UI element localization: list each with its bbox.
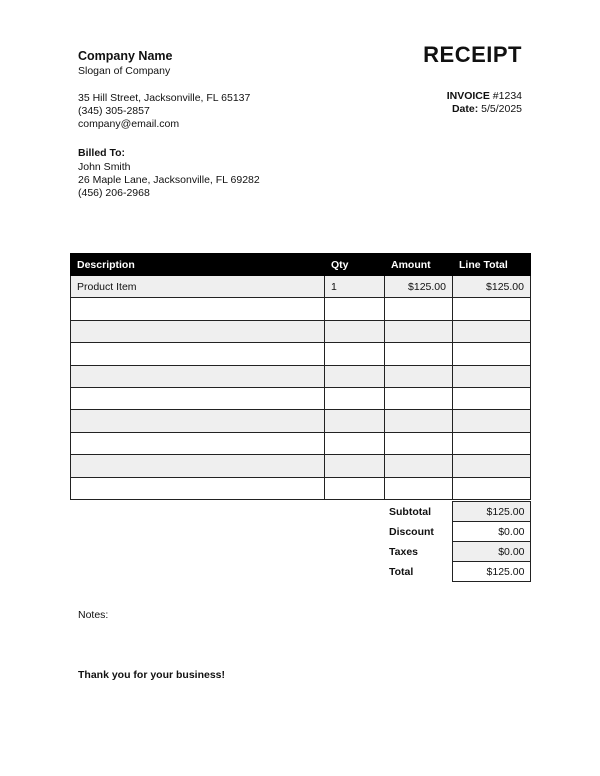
cell-amount [385,298,453,320]
cell-description [71,343,325,365]
table-row [71,276,531,298]
cell-line-total [453,455,531,477]
cell-amount [385,432,453,454]
cell-line-total [453,320,531,342]
cell-description [71,477,325,499]
table-row [71,410,531,432]
cell-qty [325,387,385,409]
cell-line-total [453,410,531,432]
cell-line-total [453,432,531,454]
cell-description [71,365,325,387]
company-slogan: Slogan of Company [78,65,171,77]
date-value: 5/5/2025 [481,103,522,115]
cell-amount [385,477,453,499]
date-label: Date: [451,103,479,115]
header-amount: Amount [385,254,453,276]
cell-qty [325,343,385,365]
subtotal-label: Subtotal [389,505,431,518]
company-address: 35 Hill Street, Jacksonville, FL 65137 [78,92,251,104]
invoice-label: INVOICE [446,90,490,102]
cell-qty [325,477,385,499]
table-row [71,477,531,499]
header-qty: Qty [325,254,385,276]
billed-to-name: John Smith [78,161,131,173]
cell-qty [325,455,385,477]
cell-qty [325,432,385,454]
company-phone: (345) 305-2857 [78,105,150,117]
header-description: Description [71,254,325,276]
total-label: Total [389,565,414,578]
cell-description [71,320,325,342]
cell-description [71,455,325,477]
cell-line-total [453,298,531,320]
taxes-value: $0.00 [452,542,530,562]
thank-you-message: Thank you for your business! [78,669,226,681]
cell-qty [325,365,385,387]
cell-line-total: $125.00 [453,276,531,298]
billed-to-label: Billed To: [78,147,126,159]
cell-qty [325,320,385,342]
company-email: company@email.com [78,118,180,130]
total-value: $125.00 [452,562,530,582]
receipt-title: RECEIPT [423,42,522,67]
cell-description [71,432,325,454]
table-row [71,298,531,320]
totals-row-total [384,562,530,582]
cell-amount [385,365,453,387]
line-items-table [70,253,531,500]
cell-line-total [453,387,531,409]
company-name: Company Name [78,49,173,63]
billed-to-phone: (456) 206-2968 [78,187,150,199]
table-row [71,320,531,342]
cell-line-total [453,477,531,499]
cell-qty: 1 [325,276,385,298]
table-row [71,387,531,409]
cell-amount: $125.00 [385,276,453,298]
cell-description: Product Item [71,276,325,298]
cell-description [71,298,325,320]
table-header-row [71,254,531,276]
totals-row-discount [384,522,530,542]
notes-label: Notes: [78,609,109,621]
cell-amount [385,320,453,342]
cell-qty [325,410,385,432]
totals-row-taxes [384,542,530,562]
cell-line-total [453,343,531,365]
cell-amount [385,387,453,409]
totals-row-subtotal [384,502,530,522]
table-row [71,432,531,454]
cell-amount [385,410,453,432]
invoice-number [447,90,522,102]
discount-value: $0.00 [452,522,530,542]
cell-description [71,410,325,432]
subtotal-value: $125.00 [452,502,530,522]
cell-description [71,387,325,409]
invoice-date [452,103,522,115]
totals-table [384,501,531,582]
cell-amount [385,343,453,365]
table-row [71,455,531,477]
table-row [71,343,531,365]
discount-label: Discount [389,525,434,538]
cell-amount [385,455,453,477]
taxes-label: Taxes [389,545,418,558]
table-row [71,365,531,387]
cell-qty [325,298,385,320]
header-line-total: Line Total [453,254,531,276]
invoice-value: #1234 [492,90,522,102]
billed-to-address: 26 Maple Lane, Jacksonville, FL 69282 [78,174,260,186]
cell-line-total [453,365,531,387]
